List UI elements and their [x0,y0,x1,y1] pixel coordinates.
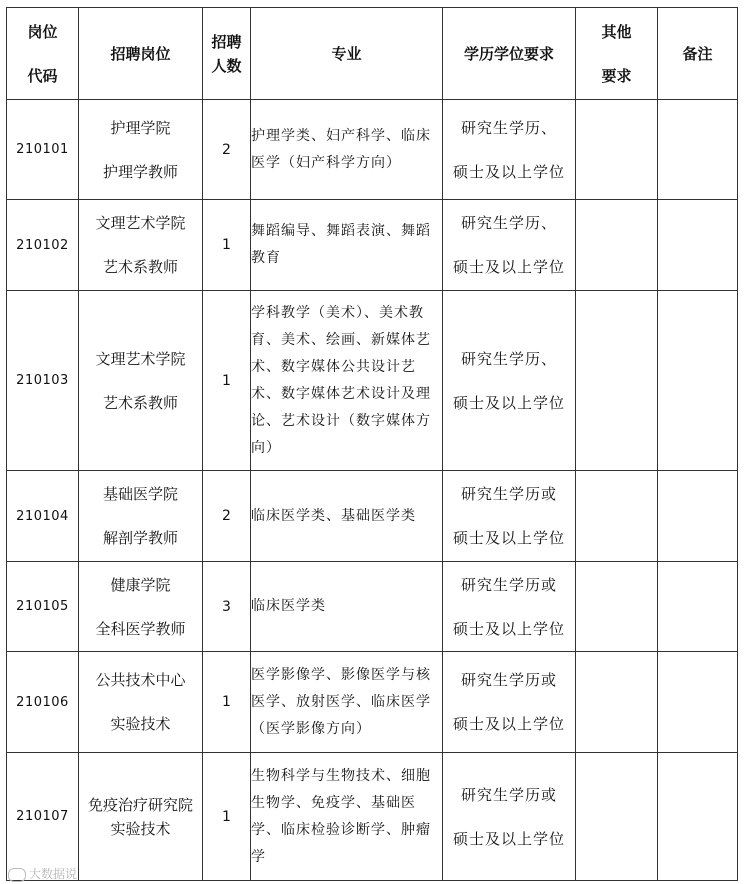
other-requirement [576,562,658,652]
major: 临床医学类、基础医学类 [251,471,443,562]
position-code: 210102 [7,200,79,291]
watermark-logo-icon [8,868,26,882]
header-degree: 学历学位要求 [443,8,576,100]
position-name: 文理艺术学院 艺术系教师 [79,200,203,291]
recruitment-table [6,7,738,881]
table-row [7,291,738,471]
table-row [7,562,738,652]
headcount: 1 [203,753,251,881]
headcount: 3 [203,562,251,652]
position-name: 免疫治疗研究院 实验技术 [79,753,203,881]
table-row [7,200,738,291]
header-remarks: 备注 [658,8,738,100]
other-requirement [576,652,658,753]
major: 医学影像学、影像医学与核医学、放射医学、临床医学（医学影像方向） [251,652,443,753]
remarks [658,471,738,562]
headcount: 1 [203,652,251,753]
remarks [658,652,738,753]
remarks [658,291,738,471]
degree-requirement: 研究生学历或 硕士及以上学位 [443,471,576,562]
header-count: 招聘 人数 [203,8,251,100]
other-requirement [576,200,658,291]
major: 临床医学类 [251,562,443,652]
headcount: 2 [203,471,251,562]
headcount: 1 [203,200,251,291]
position-name: 公共技术中心 实验技术 [79,652,203,753]
major: 舞蹈编导、舞蹈表演、舞蹈教育 [251,200,443,291]
headcount: 2 [203,100,251,200]
remarks [658,200,738,291]
remarks [658,753,738,881]
position-name: 健康学院 全科医学教师 [79,562,203,652]
position-name: 护理学院 护理学教师 [79,100,203,200]
header-major: 专业 [251,8,443,100]
degree-requirement: 研究生学历、 硕士及以上学位 [443,200,576,291]
header-position: 招聘岗位 [79,8,203,100]
other-requirement [576,471,658,562]
header-code: 岗位 代码 [7,8,79,100]
position-name: 基础医学院 解剖学教师 [79,471,203,562]
position-code: 210101 [7,100,79,200]
other-requirement [576,100,658,200]
degree-requirement: 研究生学历、 硕士及以上学位 [443,100,576,200]
watermark-text: 大数据说 [29,867,78,881]
degree-requirement: 研究生学历或 硕士及以上学位 [443,562,576,652]
watermark [8,865,77,882]
table-row [7,100,738,200]
degree-requirement: 研究生学历或 硕士及以上学位 [443,652,576,753]
position-code: 210105 [7,562,79,652]
headcount: 1 [203,291,251,471]
table-row [7,652,738,753]
position-code: 210106 [7,652,79,753]
table-row [7,471,738,562]
major: 护理学类、妇产科学、临床医学（妇产科学方向） [251,100,443,200]
degree-requirement: 研究生学历或 硕士及以上学位 [443,753,576,881]
table-row [7,753,738,881]
position-code: 210107 [7,753,79,881]
degree-requirement: 研究生学历、 硕士及以上学位 [443,291,576,471]
major: 学科教学（美术）、美术教育、美术、绘画、新媒体艺术、数字媒体公共设计艺术、数字媒体艺术设计及理论、艺术设计（数字媒体方向） [251,291,443,471]
major: 生物科学与生物技术、细胞生物学、免疫学、基础医学、临床检验诊断学、肿瘤学 [251,753,443,881]
remarks [658,100,738,200]
position-code: 210103 [7,291,79,471]
other-requirement [576,291,658,471]
header-row [7,8,738,100]
position-name: 文理艺术学院 艺术系教师 [79,291,203,471]
position-code: 210104 [7,471,79,562]
header-other: 其他 要求 [576,8,658,100]
remarks [658,562,738,652]
other-requirement [576,753,658,881]
